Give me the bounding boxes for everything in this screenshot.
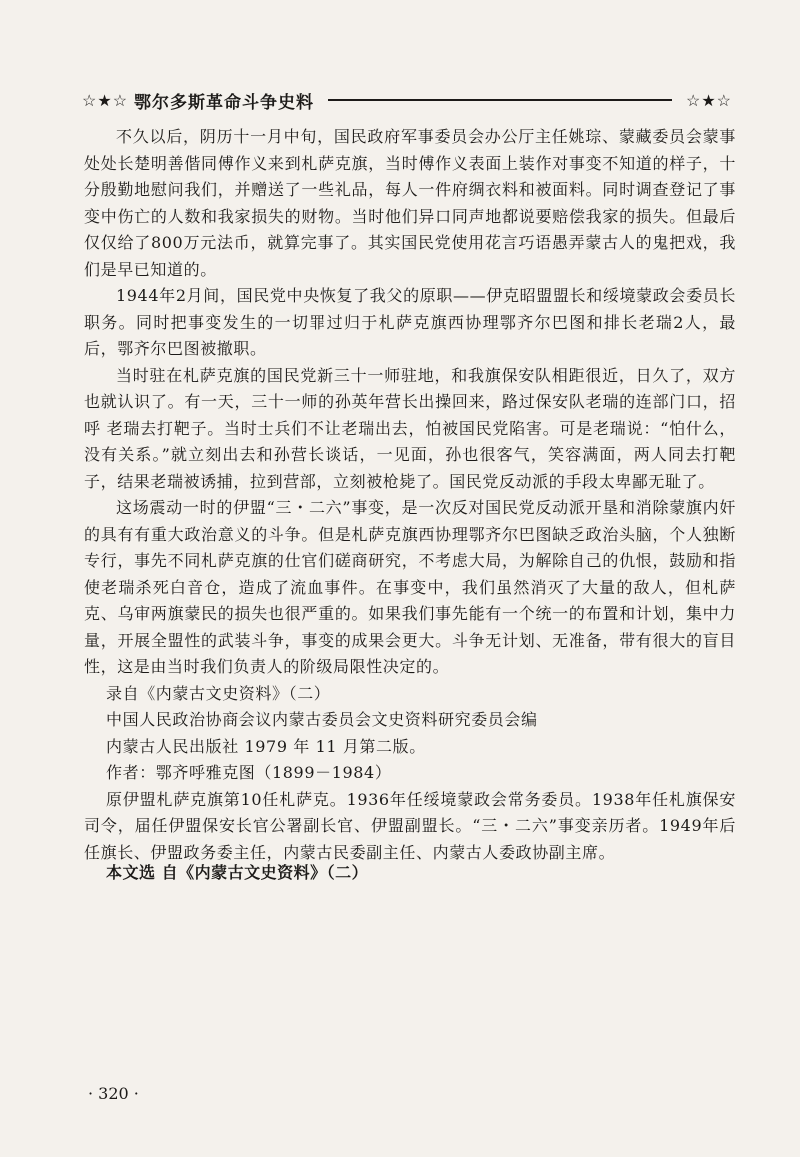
paragraph-1: 不久以后，阴历十一月中旬，国民政府军事委员会办公厅主任姚琮、蒙藏委员会蒙事处处长楚明善偕同傅作义来到札萨克旗，当时傅作义表面上装作对事变不知道的样子，十分殷勤地慰问我们，并赠送了一些礼品，每人一件府绸衣料和被面料。同时调查登记了事变中伤亡的人数和我家损失的财物。当时他们异口同声地都说要赔偿我家的损失。但最后仅仅给了800万元法币，就算完事了。其实国民党使用花言巧语愚弄蒙古人的鬼把戏，我们是早已知道的。 (84, 127, 736, 279)
author-bio: 原伊盟札萨克旗第10任札萨克。1936年任绥境蒙政会常务委员。1938年任札旗保安司令，届任伊盟保安长官公署副长官、伊盟副盟长。“三・二六”事变亲历者。1949年后任旗长、伊盟政务委主任，内蒙古民委副主任、内蒙古人委政协副主席。 (84, 789, 736, 862)
paragraph-2: 1944年2月间，国民党中央恢复了我父的原职——伊克昭盟盟长和绥境蒙政会委员长职务。同时把事变发生的一切罪过归于札萨克旗西协理鄂齐尔巴图和排长老瑞2人，最后，鄂齐尔巴图被撤职。 (84, 286, 736, 358)
source-line: 本文选 自《内蒙古文史资料》（二） (106, 863, 369, 882)
running-header (82, 86, 732, 114)
left-stars-ornament: ☆★☆ (82, 90, 129, 110)
note-author: 作者：鄂齐呼雅克图（1899－1984） (106, 763, 392, 782)
right-stars-ornament: ☆★☆ (685, 90, 732, 110)
running-title: 鄂尔多斯革命斗争史料 (134, 92, 315, 113)
header-rule (328, 99, 672, 101)
page-number: · 320 · (88, 1084, 139, 1103)
note-source: 录自《内蒙古文史资料》（二） (106, 683, 331, 703)
paragraph-4: 这场震动一时的伊盟“三・二六”事变，是一次反对国民党反动派开垦和消除蒙旗内奸的具有有重大政治意义的斗争。但是札萨克旗西协理鄂齐尔巴图缺乏政治头脑，个人独断专行，事先不同札萨克旗的仕官们磋商研究，不考虑大局，为解除自己的仇恨，鼓励和指使老瑞杀死白音仓，造成了流血事件。在事变中，我们虽然消灭了大量的敌人，但札萨克、乌审两旗蒙民的损失也很严重的。如果我们事先能有一个统一的布置和计划，集中力量，开展全盟性的武装斗争，事变的成果会更大。斗争无计划、无准备，带有很大的盲目性，这是由当时我们负责人的阶级局限性决定的。 (84, 498, 736, 676)
note-editor: 中国人民政治协商会议内蒙古委员会文史资料研究委员会编 (106, 710, 538, 729)
body-text (84, 124, 736, 866)
note-publisher: 内蒙古人民出版社 1979 年 11 月第二版。 (106, 736, 426, 756)
paragraph-3: 当时驻在札萨克旗的国民党新三十一师驻地，和我旗保安队相距很近，日久了，双方也就认识了。有一天，三十一师的孙英年营长出操回来，路过保安队老瑞的连部门口，招呼 老瑞去打靶子。当时士兵们不让老瑞出去，怕被国民党陷害。可是老瑞说：“怕什么，没有关系。”就立刻出去和孙营长谈话，一见面，孙也很客气，笑容满面，两人同去打靶子，结果老瑞被诱捕，拉到营部，立刻被枪毙了。国民党反动派的手段太卑鄙无耻了。 (84, 365, 736, 491)
